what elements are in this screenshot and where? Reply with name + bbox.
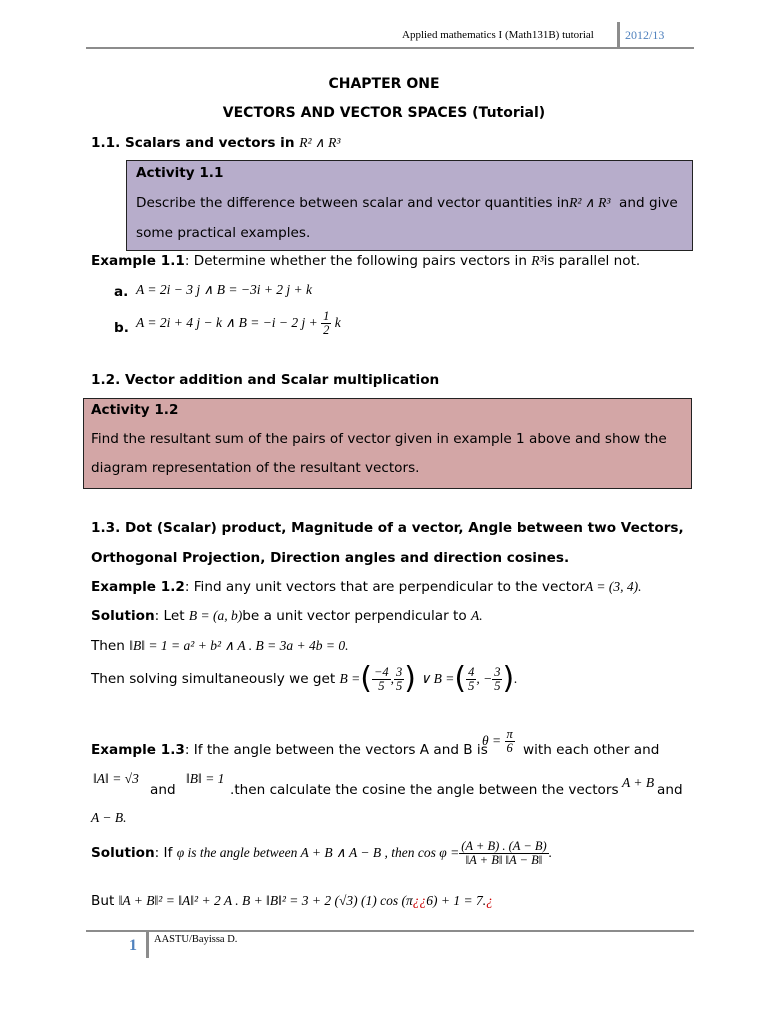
example-1-2: Example 1.2: Find any unit vectors that are perpendicular to the vectorA = (3, 4). [91,579,642,595]
example-1-2-solution: Solution: Let B = (a, b)be a unit vector perpendicular to A. [91,608,483,624]
section-1-2: 1.2. Vector addition and Scalar multiplication [91,372,440,388]
section-1-3-line2: Orthogonal Projection, Direction angles and direction cosines. [91,550,570,566]
example-1-1-a-label: a. [114,284,129,300]
section-1-3-line1: 1.3. Dot (Scalar) product, Magnitude of a vector, Angle between two Vectors, [91,520,684,536]
activity-1-1-line2: some practical examples. [136,225,311,241]
activity-1-2-line2: diagram representation of the resultant vectors. [91,460,420,476]
example-1-3: Example 1.3: If the angle between the vectors A and B is [91,742,488,758]
example-1-3-norm-a: ‖A‖ = √3 [93,771,139,786]
example-1-1-b-expr: A = 2i + 4 j − k ∧ B = −i − 2 j + $\frac{1}{2}$ k [136,309,341,337]
activity-1-2-line1: Find the resultant sum of the pairs of vector given in example 1 above and show the [91,431,667,447]
example-1-3-a-plus-b: A + B [622,775,655,790]
but-expression: But ‖A + B‖² = ‖A‖² + 2 A . B + ‖B‖² = 3 + 2 (√3) (1) cos (π¿¿6) + 1 = 7.¿ [91,893,493,909]
section-1-1: 1.1. Scalars and vectors in R² ∧ R³ [91,135,341,151]
example-1-3-and2: and [657,782,683,798]
example-1-1-a-expr: A = 2i − 3 j ∧ B = −3i + 2 j + k [136,282,313,297]
example-1-1: Example 1.1: Determine whether the following pairs vectors in R³is parallel not. [91,253,641,269]
page-number: 1 [129,937,137,954]
chapter-subtitle: VECTORS AND VECTOR SPACES (Tutorial) [222,105,546,121]
activity-1-2-title: Activity 1.2 [91,402,179,418]
example-1-2-then: Then ‖B‖ = 1 = a² + b² ∧ A . B = 3a + 4b = 0. [91,638,349,654]
header-year: 2012/13 [625,28,665,42]
example-1-3-text-c: .then calculate the cosine the angle between the vectors [230,782,619,798]
example-1-1-b-label: b. [114,320,129,336]
solution-1-3: Solution: If φ is the angle between A + B ∧ A − B , then cos φ = $\frac{(A + B) . (A - B)}{‖A + B‖ ‖A - B‖}$ . [91,839,553,867]
header-course: Applied mathematics I (Math131B) tutorial [402,29,594,41]
example-1-3-norm-b: ‖B‖ = 1 [186,771,225,786]
footer-divider [146,932,149,958]
example-1-3-text-b: with each other and [523,742,660,758]
example-1-3-and1: and [150,782,176,798]
example-1-2-simultaneous: Then solving simultaneously we get B =( $\frac{-4}{5}$ , $\frac{3}{5}$ ) ∨ B =( $\frac{4}{5}$ , − $\frac{3}{5}$ ). [91,661,518,696]
header-divider [617,22,620,48]
activity-1-1-title: Activity 1.1 [136,165,224,181]
footer-author: AASTU/Bayissa D. [154,934,238,945]
example-1-3-theta: θ = $\frac{\pi}{6}$ [482,727,513,755]
footer-rule [86,930,694,932]
activity-1-1-line1: Describe the difference between scalar and vector quantities inR² ∧ R³ and give [136,195,678,211]
chapter-title: CHAPTER ONE [328,76,440,92]
example-1-3-a-minus-b: A − B. [91,810,127,825]
header-rule [86,47,694,49]
